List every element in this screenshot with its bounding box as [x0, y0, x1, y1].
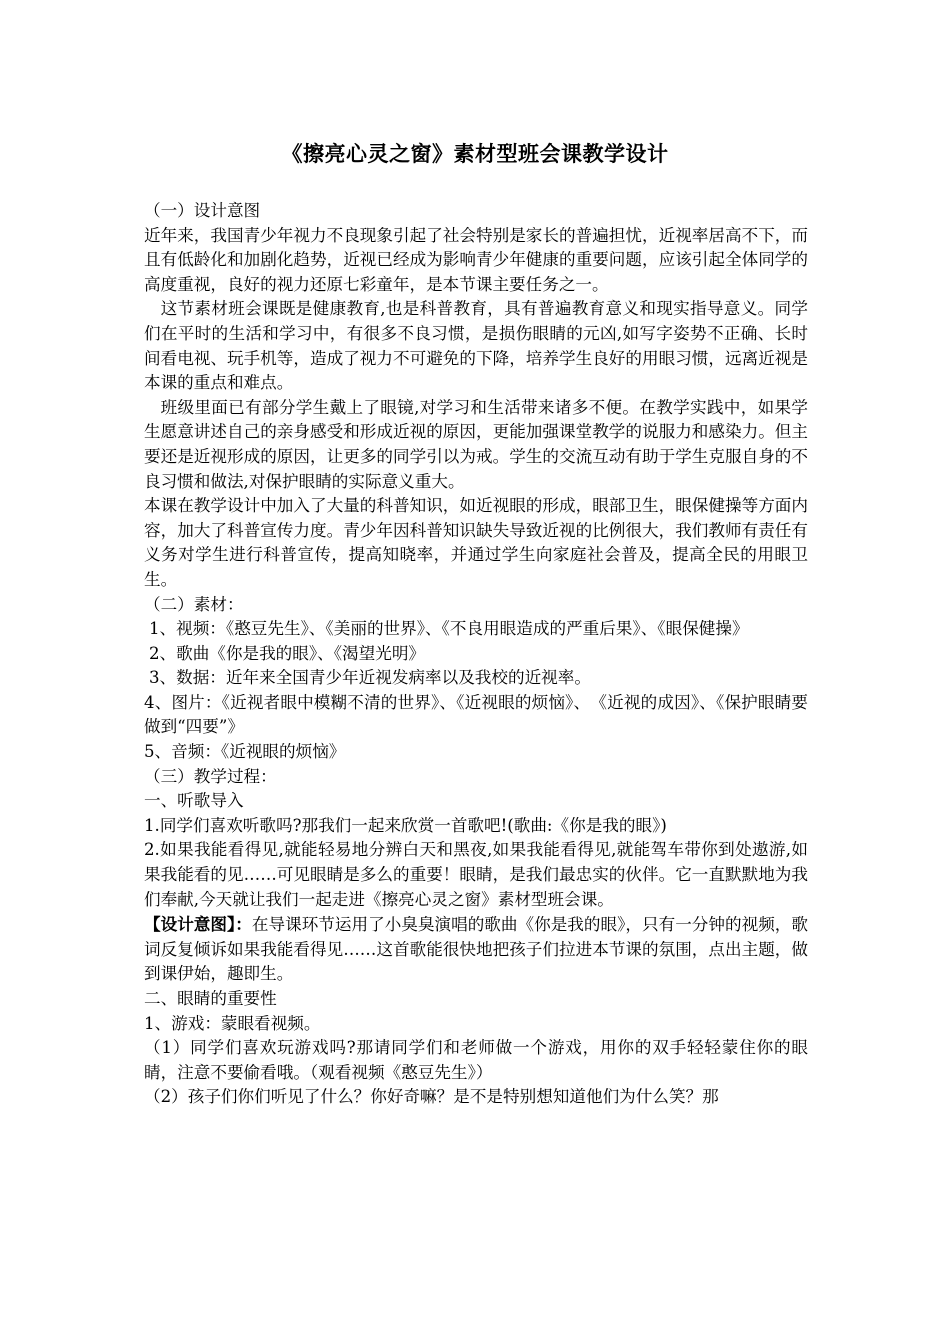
list-item: 3、数据：近年来全国青少年近视发病率以及我校的近视率。	[148, 668, 591, 688]
paragraph: （2）孩子们你们听见了什么？你好奇嘛？是不是特别想知道他们为什么笑？那	[144, 1087, 719, 1107]
paragraph-design-intent-note	[144, 912, 808, 987]
paragraph: 班级里面已有部分学生戴上了眼镜,对学习和生活带来诸多不便。在教学实践中，如果学生愿意讲述自己的亲身感受和形成近视的原因，更能加强课堂教学的说服力和感染力。但主要还是近视形成的原因，让更多的同学引以为戒。学生的交流互动有助于学生克服自身的不良习惯和做法,对保护眼睛的实际意义重大。	[144, 397, 808, 491]
subsection-heading: 二、眼睛的重要性	[144, 989, 277, 1008]
paragraph: 近年来，我国青少年视力不良现象引起了社会特别是家长的普遍担忧，近视率居高不下，而且有低龄化和加剧化趋势，近视已经成为影响青少年健康的重要问题，应该引起全体同学的高度重视，良好的视力还原七彩童年，是本节课主要任务之一。	[144, 225, 808, 294]
document-body	[144, 199, 808, 1110]
paragraph: 1.同学们喜欢听歌吗?那我们一起来欣赏一首歌吧!(歌曲:《你是我的眼》)	[144, 815, 667, 835]
list-item: 1、视频：《憨豆先生》、《美丽的世界》、《不良用眼造成的严重后果》、《眼保健操》	[148, 619, 749, 639]
subsection-heading: 一、听歌导入	[144, 791, 244, 811]
paragraph: 这节素材班会课既是健康教育,也是科普教育，具有普遍教育意义和现实指导意义。同学们在平时的生活和学习中，有很多不良习惯，是损伤眼睛的元凶,如写字姿势不正确、长时间看电视、玩手机等，造成了视力不可避免的下降，培养学生良好的用眼习惯，远离近视是本课的重点和难点。	[144, 299, 808, 393]
list-item: 5、音频：《近视眼的烦恼》	[144, 742, 346, 762]
list-item: 2、歌曲《你是我的眼》、《渴望光明》	[148, 643, 426, 663]
design-intent-label: 【设计意图】：	[144, 914, 252, 935]
list-item: 1、游戏：蒙眼看视频。	[144, 1013, 321, 1033]
paragraph: 2.如果我能看得见,就能轻易地分辨白天和黑夜,如果我能看得见,就能驾车带你到处遨游,如果我能看的见……可见眼睛是多么的重要！眼睛，是我们最忠实的伙伴。它一直默默地为我们奉献,今天就让我们一起走进《擦亮心灵之窗》素材型班会课。	[144, 840, 808, 909]
section-heading-design-intent: （一）设计意图	[144, 201, 261, 220]
paragraph: 本课在教学设计中加入了大量的科普知识，如近视眼的形成，眼部卫生，眼保健操等方面内容，加大了科普宣传力度。青少年因科普知识缺失导致近视的比例很大，我们教师有责任有义务对学生进行科普宣传，提高知晓率，并通过学生向家庭社会普及，提高全民的用眼卫生。	[144, 496, 808, 589]
section-heading-teaching-process: （三）教学过程：	[144, 766, 277, 786]
section-heading-materials: （二）素材：	[144, 594, 244, 614]
page-title: 《擦亮心灵之窗》素材型班会课教学设计	[281, 141, 669, 166]
list-item: 4、图片：《近视者眼中模糊不清的世界》、《近视眼的烦恼》、 《近视的成因》、《保护眼睛要做到“四要”》	[144, 692, 808, 737]
design-intent-text: 在导课环节运用了小臭臭演唱的歌曲《你是我的眼》，只有一分钟的视频，歌词反复倾诉如果我能看得见……这首歌能很快地把孩子们拉进本节课的氛围，点出主题，做到课伊始，趣即生。	[144, 915, 808, 984]
paragraph: （1）同学们喜欢玩游戏吗?那请同学们和老师做一个游戏，用你的双手轻轻蒙住你的眼睛，注意不要偷看哦。（观看视频《憨豆先生》）	[144, 1038, 808, 1082]
